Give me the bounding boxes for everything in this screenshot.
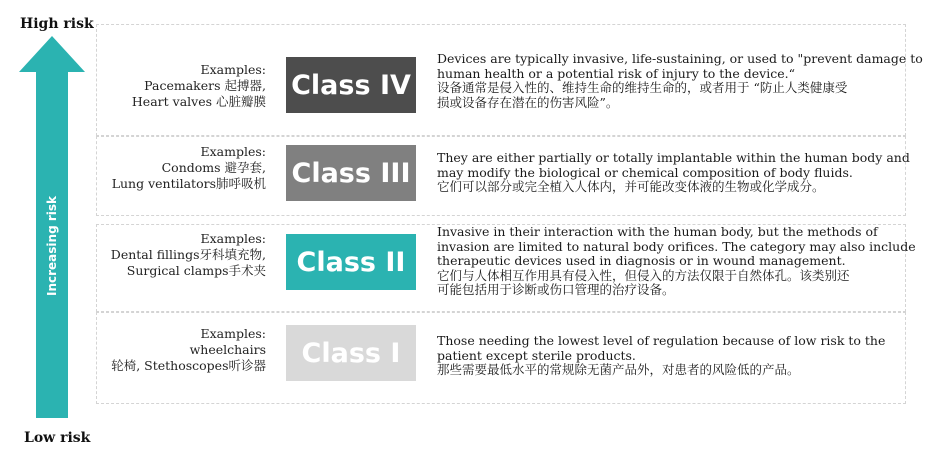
examples-class-iv	[96, 62, 266, 110]
low-risk-label: Low risk	[24, 430, 91, 446]
description-line: patient except sterile products.	[437, 347, 636, 363]
examples-heading: Examples:	[200, 231, 266, 246]
class-iv-box: Class IV	[286, 57, 416, 113]
description-class-iv	[437, 51, 923, 110]
examples-class-ii	[96, 231, 266, 279]
examples-heading: Examples:	[200, 144, 266, 159]
description-line: invasion are limited to natural body orifices. The category may also include	[437, 238, 916, 254]
high-risk-label: High risk	[20, 16, 94, 32]
description-line: 它们与人体相互作用具有侵入性，但侵入的方法仅限于自然体孔。该类别还	[437, 267, 850, 283]
description-line: therapeutic devices used in diagnosis or in wound management.	[437, 253, 846, 268]
example-item: Condoms 避孕套,	[161, 160, 266, 175]
description-line: 损或设备存在潜在的伤害风险”。	[437, 94, 619, 110]
class-iii-box: Class III	[286, 145, 416, 201]
examples-heading: Examples:	[200, 326, 266, 341]
description-line: Invasive in their interaction with the human body, but the methods of	[437, 224, 878, 239]
description-line: may modify the biological or chemical composition of body fluids.	[437, 164, 853, 180]
class-i-box: Class I	[286, 325, 416, 381]
example-item: wheelchairs	[189, 342, 266, 357]
class-ii-box: Class II	[286, 234, 416, 290]
example-item: Lung ventilators肺呼吸机	[111, 176, 266, 191]
description-line: human health or a potential risk of injury to the device.“	[437, 65, 795, 81]
example-item: 轮椅, Stethoscopes听诊器	[111, 358, 266, 373]
description-line: 可能包括用于诊断或伤口管理的治疗设备。	[437, 282, 675, 297]
example-item: Pacemakers 起搏器,	[144, 78, 266, 93]
description-line: Devices are typically invasive, life-sustaining, or used to "prevent damage to	[437, 51, 923, 66]
examples-class-i	[96, 326, 266, 374]
risk-arrow	[19, 36, 85, 418]
description-line: 设备通常是侵入性的、维持生命的维持生命的，或者用于 “防止人类健康受	[437, 80, 848, 95]
description-line: Those needing the lowest level of regulation because of low risk to the	[437, 333, 886, 348]
description-line: 那些需要最低水平的常规除无菌产品外，对患者的风险低的产品。	[437, 362, 800, 377]
example-item: Dental fillings牙科填充物,	[110, 247, 266, 262]
example-item: Surgical clamps手术夹	[126, 263, 266, 278]
example-item: Heart valves 心脏瓣膜	[131, 94, 266, 109]
increasing-risk-label: Increasing risk	[45, 196, 59, 296]
description-class-i	[437, 334, 907, 378]
description-class-iii	[437, 150, 910, 195]
description-line: They are either partially or totally implantable within the human body and	[437, 150, 910, 165]
description-line: 它们可以部分或完全植入人体内，并可能改变体液的生物或化学成分。	[437, 179, 825, 194]
examples-heading: Examples:	[200, 62, 266, 77]
examples-class-iii	[96, 144, 266, 192]
description-class-ii	[437, 224, 916, 298]
